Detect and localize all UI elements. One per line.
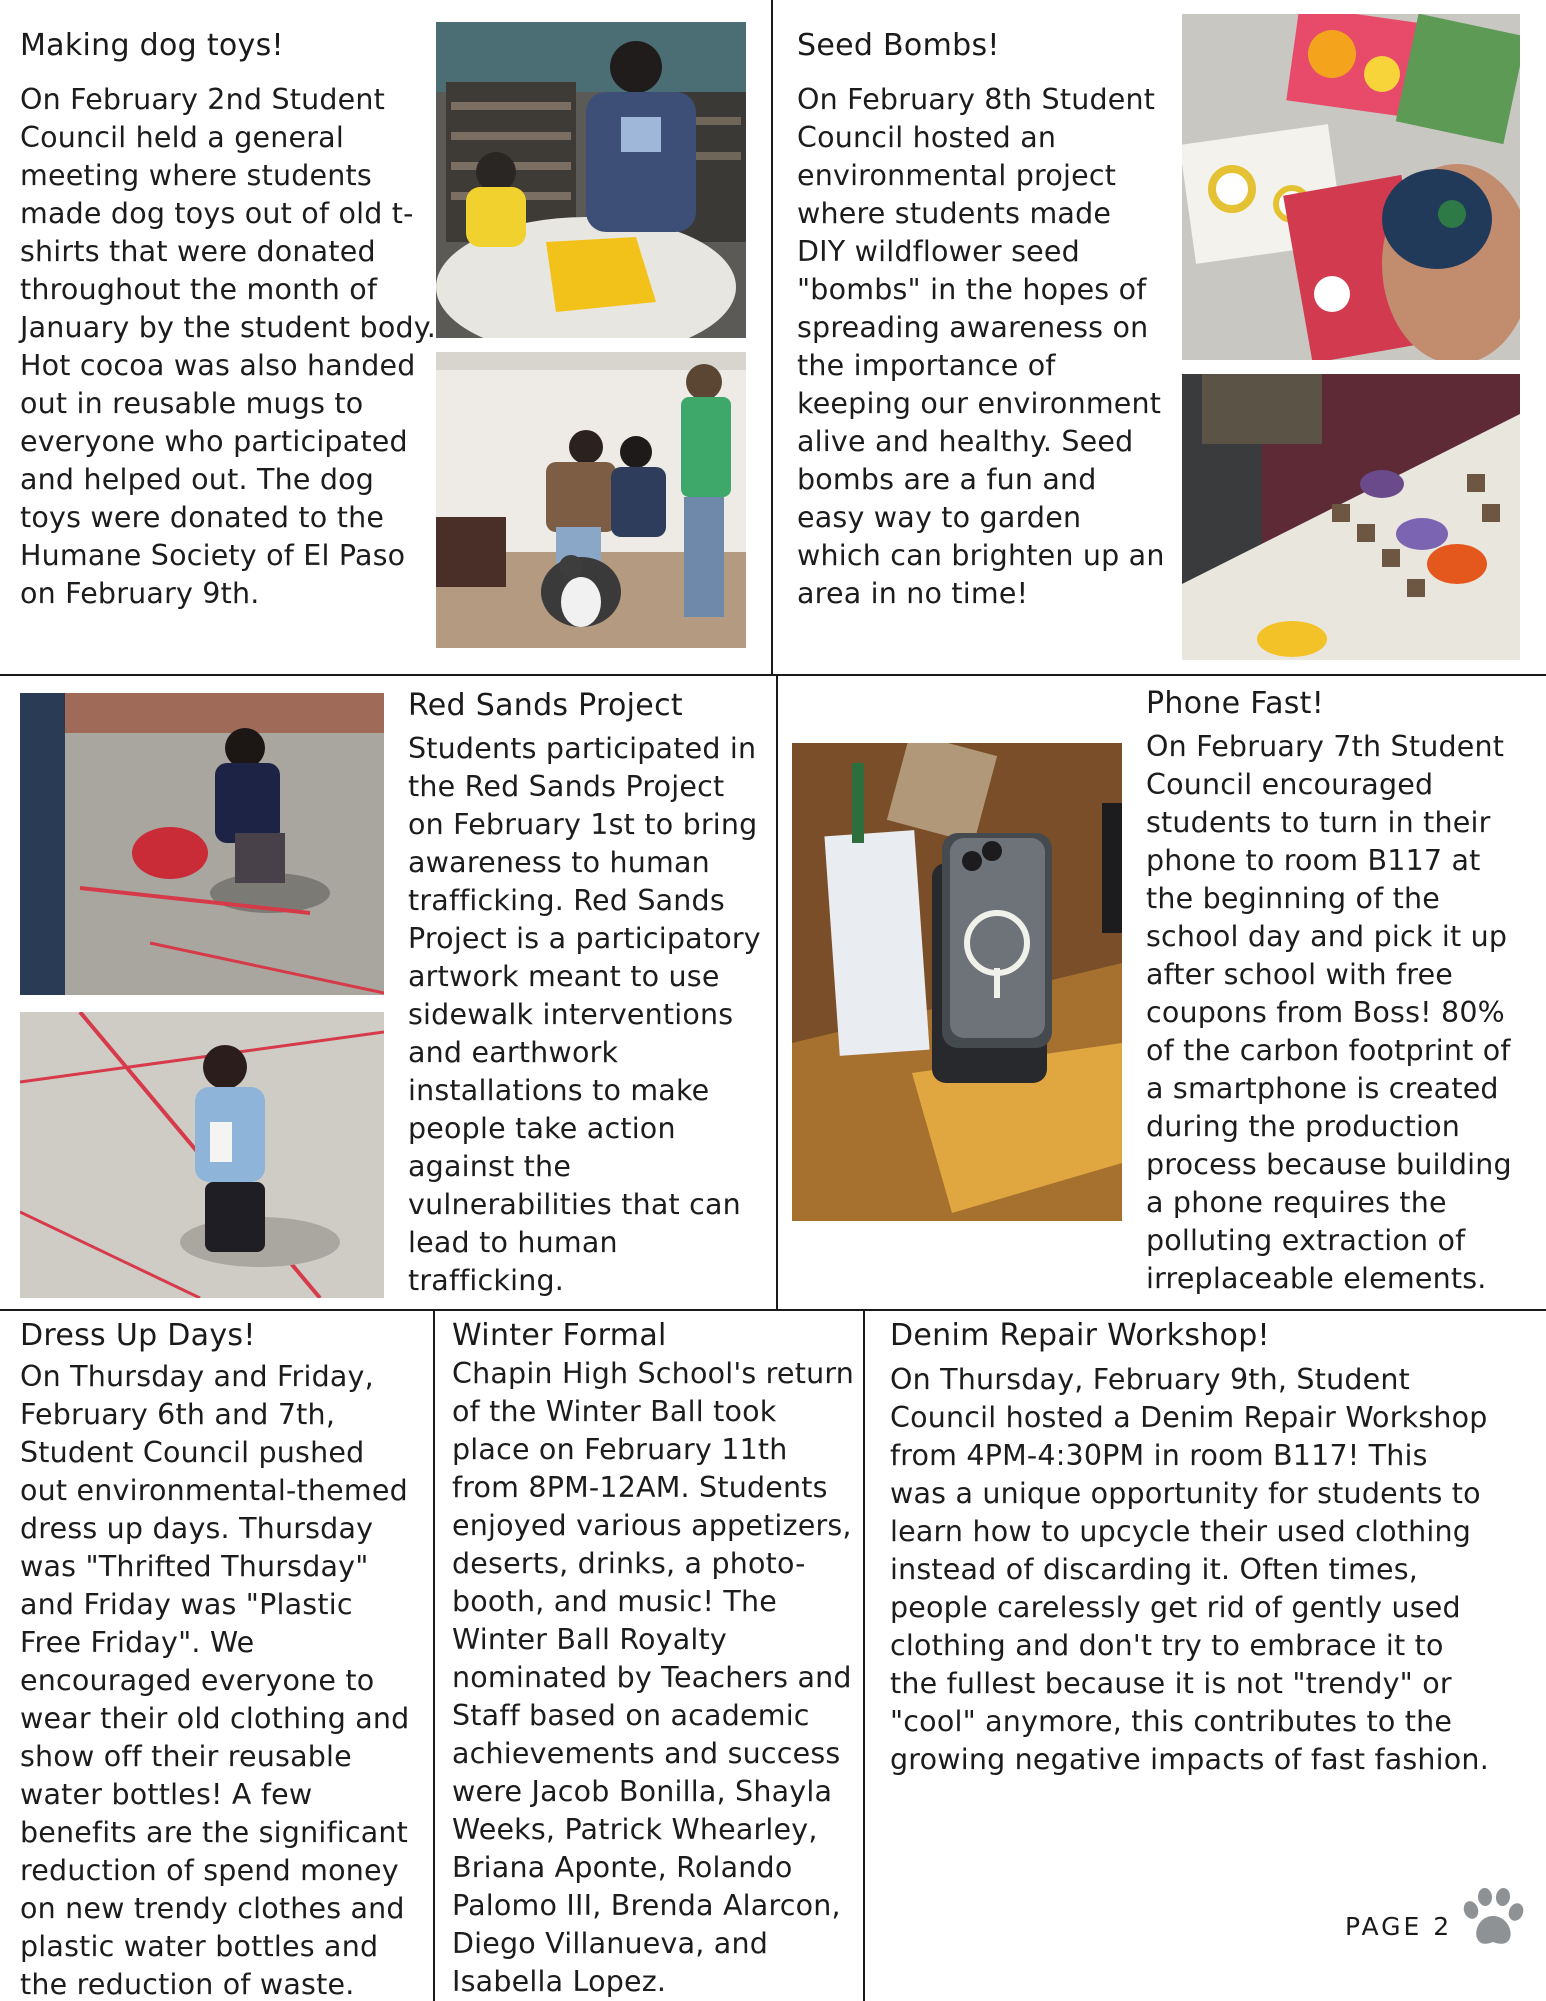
article-title: Denim Repair Workshop! bbox=[890, 1318, 1270, 1353]
photo-seed-packets bbox=[1182, 14, 1520, 360]
article-body: On February 8th Student Council hosted an environmental project where students made DIY wildflower seed "bombs" in the hopes of spreading awareness on the importance of keeping our environment alive and healthy. Seed bombs are a fun and easy way to garden which can brighten up an area in no time! bbox=[797, 83, 1165, 610]
divider-col-top bbox=[771, 0, 773, 675]
article-body: On February 2nd Student Council held a general meeting where students made dog toys out of old t-shirts that were donated throughout the month of January by the student body. Hot cocoa was also handed out in reusable mugs to everyone who participated and helped out. The dog toys were donated to the Humane Society of El Paso on February 9th. bbox=[20, 83, 437, 610]
photo-library-table bbox=[436, 22, 746, 338]
paw-print-icon bbox=[1460, 1888, 1526, 1950]
article-title: Winter Formal bbox=[452, 1318, 667, 1353]
article-body: Students participated in the Red Sands Project on February 1st to bring awareness to human trafficking. Red Sands Project is a participatory artwork meant to use sidewalk interventions and earthwork installations to make people take action against the vulnerabilities that can lead to human trafficking. bbox=[408, 732, 761, 1297]
article-body: Chapin High School's return of the Winter Ball took place on February 11th from 8PM-12AM. Students enjoyed various appetizers, deserts, drinks, a photo-booth, and music! The Winter Ball Royalty nominated by Teachers and Staff based on academic achievements and success were Jacob Bonilla, Shayla Weeks, Patrick Whearley, Briana Aponte, Rolando Palomo III, Brenda Alarcon, Diego Villanueva, and Isabella Lopez. bbox=[452, 1357, 855, 1998]
divider-col-bottom-2 bbox=[863, 1310, 865, 2001]
page-number: PAGE 2 bbox=[1345, 1912, 1453, 1941]
article-title: Red Sands Project bbox=[408, 688, 683, 723]
photo-red-sands-lines bbox=[20, 1012, 384, 1298]
photo-students-with-husky bbox=[436, 352, 746, 648]
article-body: On Thursday and Friday, February 6th and 7th, Student Council pushed out environmental-themed dress up days. Thursday was "Thrifted Thursday" and Friday was "Plastic Free Friday". We encouraged everyone to wear their old clothing and show off their reusable water bottles! A few benefits are the significant reduction of spend money on new trendy clothes and plastic water bottles and the reduction of waste. bbox=[20, 1360, 410, 2001]
photo-stacked-phones bbox=[792, 743, 1122, 1221]
divider-row-2 bbox=[0, 1309, 1546, 1311]
article-title: Phone Fast! bbox=[1146, 686, 1325, 721]
divider-col-middle bbox=[776, 675, 778, 1310]
article-title: Dress Up Days! bbox=[20, 1318, 256, 1353]
article-body: On February 7th Student Council encouraged students to turn in their phone to room B117 at the beginning of the school day and pick it up after school with free coupons from Boss! 80% of the carbon footprint of a smartphone is created during the production process because building a phone requires the polluting extraction of irreplaceable elements. bbox=[1146, 730, 1512, 1295]
photo-red-sands-kneeling bbox=[20, 693, 384, 995]
article-body: On Thursday, February 9th, Student Council hosted a Denim Repair Workshop from 4PM-4:30PM in room B117! This was a unique opportunity for students to learn how to upcycle their used clothing instead of discarding it. Often times, people carelessly get rid of gently used clothing and don't try to embrace it to the fullest because it is not "trendy" or "cool" anymore, this contributes to the growing negative impacts of fast fashion. bbox=[890, 1363, 1489, 1776]
article-title: Seed Bombs! bbox=[797, 28, 1000, 63]
photo-making-seed-bombs bbox=[1182, 374, 1520, 660]
article-title: Making dog toys! bbox=[20, 28, 284, 63]
divider-row-1 bbox=[0, 674, 1546, 676]
divider-col-bottom-1 bbox=[433, 1310, 435, 2001]
